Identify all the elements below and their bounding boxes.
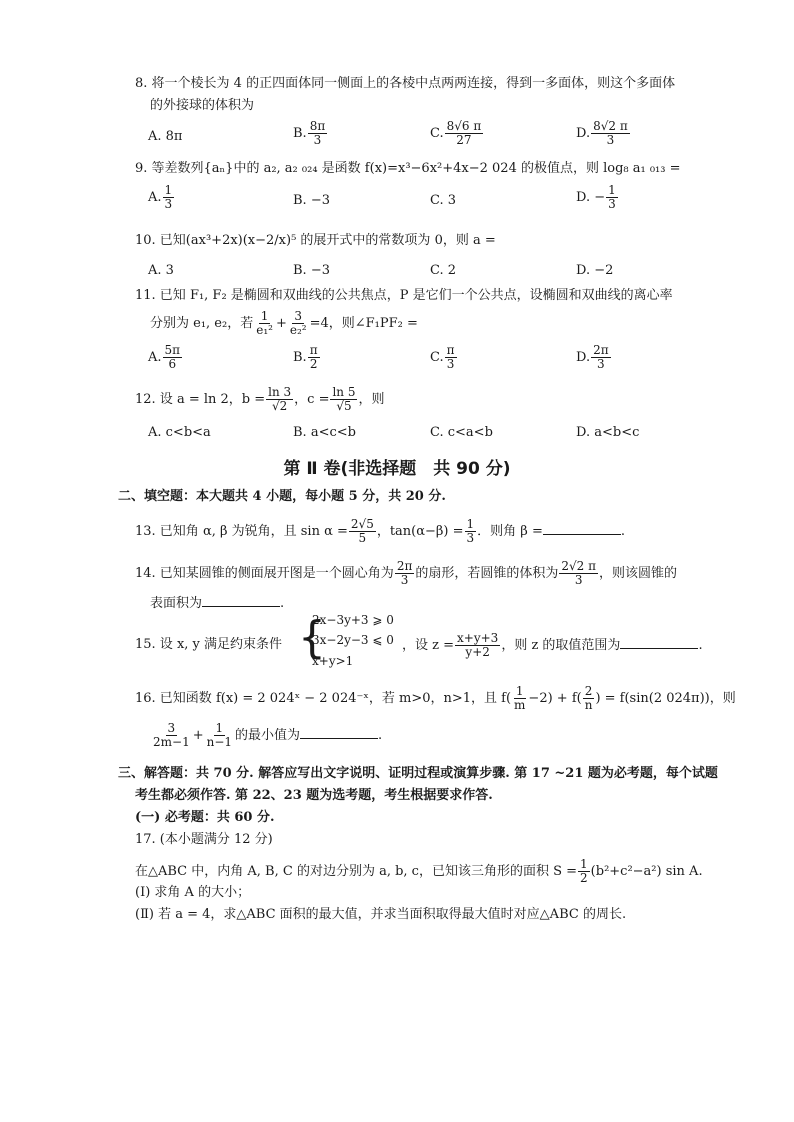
q17-stem: 在△ABC 中，内角 A, B, C 的对边分别为 a, b, c，已知该三角形的面积 S = $\frac{1}{2}$ (b²+c²−a²) sin A. [135, 857, 703, 885]
q11-stem-line2: 分别为 e₁, e₂，若 $\frac{1}{\text{e₁²}}$ + $\frac{3}{\text{e₂²}}$ =4，则∠F₁PF₂ = [150, 309, 418, 337]
q11-option-d: D. $\frac{2\pi}{3}$ [576, 343, 609, 371]
required-subsection: (一) 必考题：共 60 分. [135, 810, 275, 825]
q15-brace: { [298, 612, 326, 663]
q9-stem: 9. 等差数列{aₙ}中的 a₂, a₂ ₀₂₄ 是函数 f(x)=x³−6x²+4x−2 024 的极值点，则 log₈ a₁ ₀₁₃ = [135, 161, 681, 176]
q13-answer-blank[interactable] [543, 522, 621, 535]
q10-option-d: D. −2 [576, 263, 614, 278]
q11-option-b: B. $\frac{\pi}{2}$ [293, 343, 318, 371]
q12-option-b: B. a<c<b [293, 425, 356, 440]
q9-option-a: A. $\frac{1}{3}$ [148, 183, 173, 211]
q14-stem-line2: 表面积为 . [150, 596, 285, 611]
q10-stem: 10. 已知(ax³+2x)(x−2/x)⁵ 的展开式中的常数项为 0，则 a = [135, 233, 496, 248]
q10-option-b: B. −3 [293, 263, 330, 278]
solve-section-line2: 考生都必须作答. 第 22、23 题为选考题，考生根据要求作答. [135, 788, 493, 803]
q16-answer-blank[interactable] [300, 726, 378, 739]
q16-stem-line2: $\frac{3}{2m-1}$ + $\frac{1}{n-1}$ 的最小值为 . [153, 721, 383, 749]
q8-option-c: C. $\frac{8√6 \pi}{27}$ [430, 119, 482, 147]
q15-stem-a: 15. 设 x, y 满足约束条件 [135, 637, 283, 652]
q14-answer-blank[interactable] [202, 594, 280, 607]
q11-option-a: A. $\frac{5\pi}{6}$ [148, 343, 181, 371]
q10-option-c: C. 2 [430, 263, 457, 278]
fill-section-heading: 二、填空题：本大题共 4 小题，每小题 5 分，共 20 分. [118, 489, 446, 504]
q9-option-c: C. 3 [430, 193, 457, 208]
q14-stem-line1: 14. 已知某圆锥的侧面展开图是一个圆心角为 $\frac{2\pi}{3}$ 的扇形，若圆锥的体积为 $\frac{2√2 \pi}{3}$ ，则该圆锥的 [135, 559, 677, 587]
q15-constraint-3: x+y>1 [312, 654, 354, 668]
q12-option-c: C. c<a<b [430, 425, 493, 440]
q8-option-b: B. $\frac{8\pi}{3}$ [293, 119, 326, 147]
q15-constraint-2: 3x−2y−3 ⩽ 0 [312, 633, 394, 647]
q17-part2: (Ⅱ) 若 a = 4，求△ABC 面积的最大值，并求当面积取得最大值时对应△ABC 的周长. [135, 907, 627, 922]
q17-part1: (Ⅰ) 求角 A 的大小； [135, 885, 251, 900]
q12-option-a: A. c<b<a [148, 425, 211, 440]
q8-option-d: D. $\frac{8√2 \pi}{3}$ [576, 119, 628, 147]
q8-stem-line2: 的外接球的体积为 [150, 98, 255, 113]
q9-option-b: B. −3 [293, 193, 330, 208]
q11-option-c: C. $\frac{\pi}{3}$ [430, 343, 455, 371]
q17-title: 17. (本小题满分 12 分) [135, 832, 273, 847]
q12-option-d: D. a<b<c [576, 425, 640, 440]
q16-stem-line1: 16. 已知函数 f(x) = 2 024ˣ − 2 024⁻ˣ，若 m>0，n>1，且 f( $\frac{1}{m}$ −2) + f( $\frac{2}{n}$ ) = f(sin(2 024π))，则 [135, 684, 736, 712]
q8-option-a: A. 8π [148, 129, 183, 144]
q15-constraint-1: 2x−3y+3 ⩾ 0 [312, 613, 394, 627]
q13-stem: 13. 已知角 α, β 为锐角，且 sin α = $\frac{2√5}{5}$ ，tan(α−β) = $\frac{1}{3}$ ．则角 β = . [135, 517, 625, 545]
part2-heading: 第 Ⅱ 卷(非选择题 共 90 分) [283, 459, 511, 479]
q11-stem-line1: 11. 已知 F₁, F₂ 是椭圆和双曲线的公共焦点，P 是它们一个公共点，设椭圆和双曲线的离心率 [135, 288, 673, 303]
q10-option-a: A. 3 [148, 263, 174, 278]
solve-section-line1: 三、解答题：共 70 分. 解答应写出文字说明、证明过程或演算步骤. 第 17 ~21 题为必考题，每个试题 [118, 766, 718, 781]
q12-stem: 12. 设 a = ln 2，b = $\frac{\ln 3}{√2}$ ，c = $\frac{\ln 5}{√5}$ ，则 [135, 385, 385, 413]
q15-answer-blank[interactable] [620, 636, 698, 649]
q15-stem-b: ，设 z = $\frac{x+y+3}{y+2}$ ，则 z 的取值范围为 . [402, 631, 703, 659]
q8-stem-line1: 8. 将一个棱长为 4 的正四面体同一侧面上的各棱中点两两连接，得到一多面体，则这个多面体 [135, 76, 676, 91]
q9-option-d: D. − $\frac{1}{3}$ [576, 183, 616, 211]
